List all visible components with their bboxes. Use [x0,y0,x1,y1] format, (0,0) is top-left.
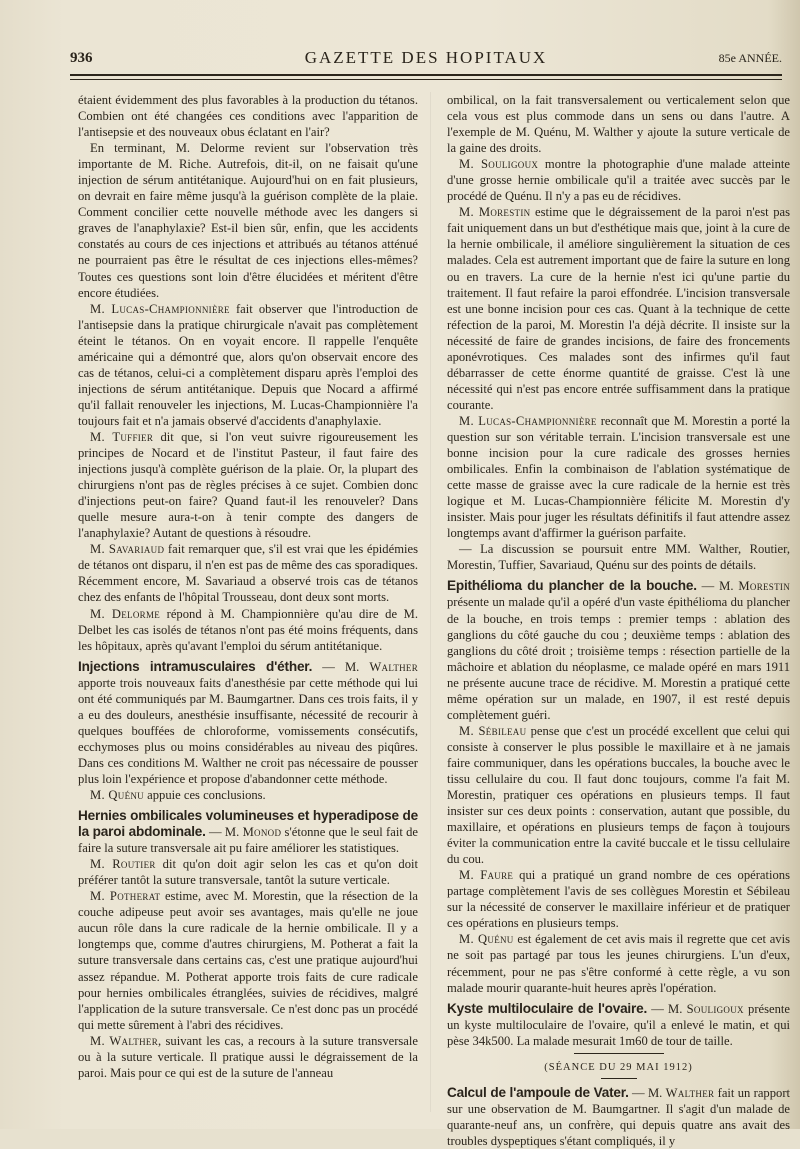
speaker-name: M. Faure [459,868,514,883]
paragraph [78,541,418,605]
paragraph [447,867,790,931]
paragraph-text: appuie ces conclusions. [144,788,266,803]
heading-dash: — M. [205,825,243,840]
paragraph-text: reconnaît que M. Morestin a porté la question sur son véritable terrain. L'incision transversale est une bonne incision pour la cure radicale des grosses hernies ombilicales. Enfin la combinaison de l'ablation systématique de cette masse de graisse avec la cure radicale de la hernie est très logique et M. Lucas-Championnière félicite M. Morestin d'y insister. Mais pour juger les résultats définitifs il faut attendre assez longtemps avant d'affirmer la guérison parfaite. [447,413,790,541]
paragraph-text: répond à M. Championnière qu'au dire de M. Delbet les cas isolés de tétanos n'ont pas été moins fréquents, dans les hôpitaux, après qu'avant l'emploi du sérum antitétanique. [78,606,418,653]
paragraph-text: s'étonne que le seul fait de faire la suture transversale ait pu faire améliorer les statistiques. [78,825,418,856]
speaker-name: M. Souligoux [459,157,539,172]
page-header [70,46,782,70]
paragraph-text: estime que le dégraissement de la paroi n'est pas fait uniquement dans un but d'esthétique mais que, joint à la cure de la hernie ombilicale, il améliore singulièrement la situation de ces malades. Cela est autrement important que de faire la suture en long ou en travers. La cure de la hernie n'est ici qu'une partie du traitement. Il faut refaire la paroi effondrée. L'incision transversale est une bonne incision pour ces cas. Quant à la technique de cette réfection de la paroi, M. Morestin l'a déjà décrite. Il insiste sur la nécessité de faire de grandes incisions, de faire des froncements aponévrotiques. Ces malades sont des infirmes qu'il faut débarrasser de cette énorme quantité de graisse. C'est là une nécessité qui n'est pas encore entrée suffisamment dans la pratique courante. [447,205,790,412]
paragraph-text: , suivant les cas, a recours à la suture transversale ou à la suture verticale. Il pratique aussi le dégraissement de la paroi. Mais pour ce qui est de la suture de l'anneau [78,1033,418,1080]
speaker-name: M. Tuffier [90,429,154,444]
section-heading: Kyste multiloculaire de l'ovaire. [447,1000,648,1016]
paragraph [447,931,790,995]
speaker-name: M. Lucas-Championnière [459,413,597,428]
section-rule-short [601,1078,637,1079]
column-divider [430,92,431,1112]
paragraph [78,606,418,654]
session-date: (SÉANCE DU 29 MAI 1912) [544,1061,693,1073]
paragraph [78,429,418,541]
paragraph [78,787,418,803]
paragraph-text: dit que, si l'on veut suivre rigoureusement les principes de Nocard et de l'institut Pasteur, il faut faire des injections jusqu'à complète guérison de la plaie. Or, la plupart des chirurgiens n'ont pas de règles précises à ce sujet. Combien donc d'injections peut-on faire? Quand faut-il les renouveler? Dans quelle mesure aura-t-on à tenir compte des dangers de l'anaphylaxie? Autant de questions à résoudre. [78,429,418,541]
speaker-name: Monod [242,825,282,840]
journal-title: GAZETTE DES HOPITAUX [304,48,548,67]
section-hernies [78,808,418,856]
paragraph-text: montre la photographie d'une malade atteinte d'une grosse hernie ombilicale qu'il a traitée avec succès par le procédé de Quénu. Il n'y a pas eu de récidives. [447,157,790,204]
heading-dash: — M. [312,659,370,674]
section-kyste [447,1001,790,1049]
speaker-name: M. Routier [90,857,156,872]
paragraph [78,301,418,429]
paragraph [78,888,418,1032]
section-heading: Injections intramusculaires d'éther. [78,658,313,674]
paragraph-text: présente un kyste multiloculaire de l'ovaire, qu'il a enlevé le matin, et qui pèse 34k500. La malade mesurait 1m60 de tour de taille. [447,1001,790,1048]
paragraph [447,204,790,413]
header-rule-thin [70,79,782,80]
speaker-name: M. Quénu [90,788,144,803]
speaker-name: Walther [665,1085,715,1100]
paragraph [447,723,790,867]
heading-dash: — M. [647,1001,687,1016]
paragraph: étaient évidemment des plus favorables à la production du tétanos. Combien ont été changées ces conditions avec l'apparition de l'antisepsie et des nouveaux obus éclatant en l'air? [78,93,418,140]
section-heading: Calcul de l'ampoule de Vater. [447,1084,629,1100]
paragraph-text: fait observer que l'introduction de l'antisepsie dans la pratique chirurgicale n'avait pas complètement éteint le tétanos. On en voyait encore. Il rappelle l'enquête américaine qui a démontré que, alors qu'on observait encore des cas de tétanos, celui-ci a complètement disparu après l'emploi des injections de sérum antitétanique. Depuis que Nocard a affirmé qu'il fallait renouveler les injections, M. Lucas-Championnière l'a toujours fait et n'a jamais observé d'accidents d'anaphylaxie. [78,301,418,428]
paragraph-text: présente un malade qu'il a opéré d'un vaste épithélioma du plancher de la bouche, en trois temps : premier temps : ablation des ganglions du côté gauche du cou ; deuxième temps : ablation des ganglions du côté droit ; troisième temps : résection partielle de la mâchoire et ablation du néoplasme, ce malade opéré en mars 1911 ne présente aucune trace de récidive. M. Morestin a pratiqué cette même opération sur un malade, en 1907, il est resté depuis complètement guéri. [447,595,790,722]
volume-year: 85e ANNÉE. [718,51,782,65]
speaker-name: M. Delorme [90,606,161,621]
paragraph-text: apporte trois nouveaux faits d'anesthésie par cette méthode qui lui ont été communiqués par M. Baumgartner. Dans ces trois faits, il y a eu des douleurs, anesthésie insuffisante, nécessité de recourir à quelques bouffées de chloroforme, vomissements consécutifs, ecchymoses plus ou moins considérables au niveau des piqûres. Dans ces conditions M. Walther ne croit pas nécessaire de pousser plus loin l'expérience et propose d'abandonner cette méthode. [78,675,418,786]
paragraph [447,156,790,204]
section-injections [78,659,418,787]
paragraph-text: qui a pratiqué un grand nombre de ces opérations partage complètement l'avis de ses collègues Morestin et Sébileau sur la nécessité de conserver le maxillaire inférieur et de pratiquer ces opérations en plusieurs temps. [447,868,790,931]
paragraph: — La discussion se poursuit entre MM. Walther, Routier, Morestin, Tuffier, Savariaud, Quénu sur des points de détails. [447,542,790,573]
paragraph-text: est également de cet avis mais il regrette que cet avis ne soit pas partagé par tous les jeunes chirurgiens. L'un d'eux, récemment, pour ne pas s'être conformé à cette règle, a vu son malade mourir quarante-huit heures après l'opération. [447,932,790,995]
section-epithelioma [447,578,790,722]
section-heading: Epithélioma du plancher de la bouche. [447,578,697,594]
speaker-name: M. Sébileau [459,723,527,738]
speaker-name: Souligoux [686,1001,744,1016]
right-column [447,92,790,1149]
paragraph: ombilical, on la fait transversalement ou verticalement selon que cela vous est plus commode dans un sens ou dans l'autre. A l'exemple de M. Quénu, M. Walther y ajoute la suture verticale de la gaine des droits. [447,93,790,156]
paragraph-text: pense que c'est un procédé excellent que celui qui consiste à conserver le plus possible le maxillaire et à ne jamais faire communiquer, dans les opérations buccales, la bouche avec le tissu cellulaire du cou. Il faut donc toujours, comme l'a fait M. Morestin, pratiquer ces opérations en plusieurs temps. Il faut insister sur ces deux points : conservation, autant que possible, du maxillaire, et opérations en plusieurs temps de façon à toujours éviter la communication entre la cavité buccale et le tissu cellulaire du cou. [447,723,790,867]
paragraph [78,856,418,888]
speaker-name: Walther [369,659,419,674]
speaker-name: M. Walther [90,1033,159,1048]
speaker-name: Morestin [738,579,791,594]
paragraph [78,1033,418,1081]
speaker-name: M. Savariaud [90,542,165,557]
paragraph [447,413,790,541]
section-calcul [447,1085,790,1149]
paragraph-text: dit qu'on doit agir selon les cas et qu'on doit préférer tantôt la suture transversale, tantôt la suture verticale. [78,857,418,888]
paragraph: En terminant, M. Delorme revient sur l'observation très importante de M. Riche. Autrefois, dit-il, on ne faisait qu'une injection de sérum antitétanique. Aujourd'hui on en fait plusieurs, on devrait en faire même jusqu'à la guérison complète de la plaie. Comment concilier cette nouvelle méthode avec les dangers si graves de l'anaphylaxie? Est-il bien sûr, enfin, que les accidents constatés au cours de ces injections et attribués au tétanos atténué ne pourraient pas être le résultat de ces injections elles-mêmes? Toutes ces questions sont loin d'être élucidées et méritent d'être encore étudiées. [78,141,418,300]
left-column [78,92,418,1081]
section-rule [574,1053,664,1054]
speaker-name: M. Quénu [459,932,514,947]
speaker-name: M. Potherat [90,889,161,904]
heading-dash: — M. [696,579,739,594]
speaker-name: M. Morestin [459,205,531,220]
speaker-name: M. Lucas-Championnière [90,301,230,316]
paragraph-text: fait un rapport sur une observation de M. Baumgartner. Il s'agit d'un malade de quarante-neuf ans, un confrère, qui depuis quatre ans avait des troubles dyspeptiques s'étant compliqués, il y [447,1085,791,1148]
heading-dash: — M. [628,1085,666,1100]
header-rule-thick [70,74,782,76]
section-heading: Hernies ombilicales volumineuses et hyperadipose de la paroi abdominale. [78,808,418,840]
page-number: 936 [70,50,93,66]
paragraph-text: fait remarquer que, s'il est vrai que les épidémies de tétanos ont disparu, il n'en est pas de même des cas sporadiques. Récemment encore, M. Savariaud a observé trois cas de tétanos chez des enfants de l'hôpital Trousseau, dont deux sont morts. [78,542,418,605]
paragraph-text: estime, avec M. Morestin, que la résection de la couche adipeuse peut avoir ses avantages, mais qu'elle ne joue aucun rôle dans la cure radicale de la hernie ombilicale. Il y a longtemps que, comme d'autres chirurgiens, M. Potherat a fait la suture transversale dans certains cas, c'est une pratique aujourd'hui assez répandue. M. Potherat apporte trois faits de cure radicale pour hernies ombilicales étranglées, suivies de récidives, malgré l'application de la suture transversale. Ce n'est donc pas un procédé qui mette sûrement à l'abri des récidives. [78,889,418,1032]
